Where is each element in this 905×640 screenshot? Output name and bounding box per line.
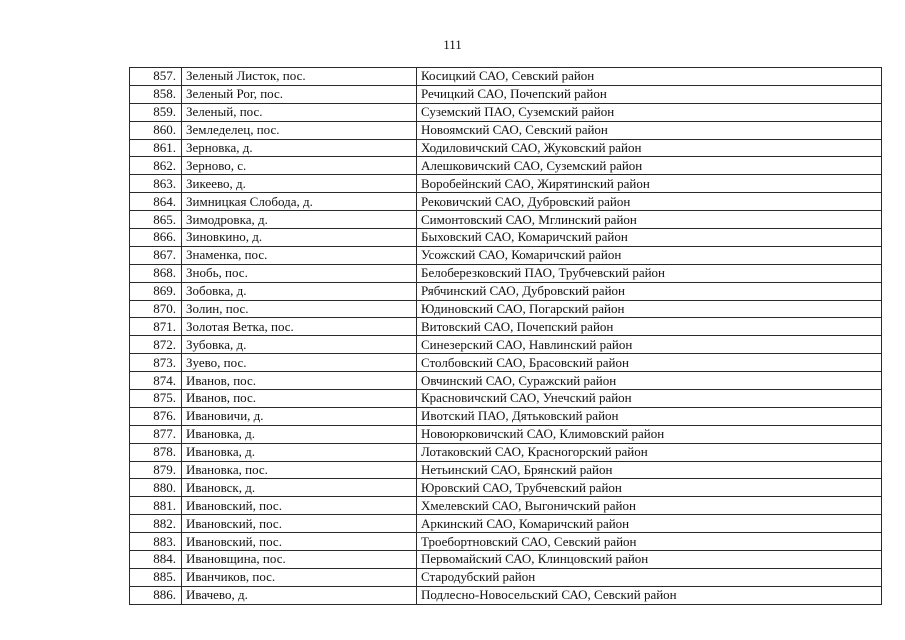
- district-cell: Воробейнский САО, Жирятинский район: [417, 175, 882, 193]
- district-cell: Троебортновский САО, Севский район: [417, 533, 882, 551]
- row-number-cell: 865.: [130, 211, 182, 229]
- settlement-name-cell: Иванов, пос.: [182, 390, 417, 408]
- row-number-cell: 861.: [130, 139, 182, 157]
- settlement-name-cell: Знобь, пос.: [182, 264, 417, 282]
- table-row: [130, 121, 882, 139]
- table-row: [130, 390, 882, 408]
- district-cell: Первомайский САО, Клинцовский район: [417, 551, 882, 569]
- row-number-cell: 877.: [130, 425, 182, 443]
- table-row: [130, 157, 882, 175]
- district-cell: Быховский САО, Комаричский район: [417, 229, 882, 247]
- table-row: [130, 425, 882, 443]
- table-row: [130, 479, 882, 497]
- district-cell: Юровский САО, Трубчевский район: [417, 479, 882, 497]
- row-number-cell: 881.: [130, 497, 182, 515]
- settlement-name-cell: Зимодровка, д.: [182, 211, 417, 229]
- table-row: [130, 497, 882, 515]
- table-row: [130, 229, 882, 247]
- settlement-name-cell: Зеленый Листок, пос.: [182, 68, 417, 86]
- table-row: [130, 193, 882, 211]
- district-cell: Новоямский САО, Севский район: [417, 121, 882, 139]
- district-cell: Подлесно-Новосельский САО, Севский район: [417, 586, 882, 604]
- settlement-name-cell: Зерновка, д.: [182, 139, 417, 157]
- settlement-name-cell: Ивановский, пос.: [182, 515, 417, 533]
- table-row: [130, 533, 882, 551]
- district-cell: Усожский САО, Комаричский район: [417, 246, 882, 264]
- settlement-name-cell: Знаменка, пос.: [182, 246, 417, 264]
- row-number-cell: 868.: [130, 264, 182, 282]
- row-number-cell: 882.: [130, 515, 182, 533]
- table-row: [130, 586, 882, 604]
- row-number-cell: 863.: [130, 175, 182, 193]
- row-number-cell: 860.: [130, 121, 182, 139]
- table-row: [130, 461, 882, 479]
- settlement-name-cell: Зимницкая Слобода, д.: [182, 193, 417, 211]
- row-number-cell: 871.: [130, 318, 182, 336]
- settlement-name-cell: Золин, пос.: [182, 300, 417, 318]
- row-number-cell: 873.: [130, 354, 182, 372]
- table-row: [130, 354, 882, 372]
- settlement-name-cell: Иванов, пос.: [182, 372, 417, 390]
- row-number-cell: 872.: [130, 336, 182, 354]
- district-cell: Симонтовский САО, Мглинский район: [417, 211, 882, 229]
- settlement-name-cell: Ивановщина, пос.: [182, 551, 417, 569]
- table-row: [130, 139, 882, 157]
- settlement-name-cell: Ивановка, д.: [182, 443, 417, 461]
- district-cell: Ивотский ПАО, Дятьковский район: [417, 407, 882, 425]
- settlement-name-cell: Зиновкино, д.: [182, 229, 417, 247]
- table-row: [130, 515, 882, 533]
- row-number-cell: 864.: [130, 193, 182, 211]
- settlement-name-cell: Зубовка, д.: [182, 336, 417, 354]
- settlement-name-cell: Иванчиков, пос.: [182, 568, 417, 586]
- settlements-table-body: [130, 68, 882, 605]
- settlement-name-cell: Зобовка, д.: [182, 282, 417, 300]
- row-number-cell: 866.: [130, 229, 182, 247]
- settlement-name-cell: Зерново, с.: [182, 157, 417, 175]
- district-cell: Речицкий САО, Почепский район: [417, 85, 882, 103]
- settlement-name-cell: Ивановск, д.: [182, 479, 417, 497]
- row-number-cell: 879.: [130, 461, 182, 479]
- row-number-cell: 875.: [130, 390, 182, 408]
- settlement-name-cell: Ивановский, пос.: [182, 533, 417, 551]
- table-row: [130, 300, 882, 318]
- district-cell: Хмелевский САО, Выгоничский район: [417, 497, 882, 515]
- district-cell: Красновичский САО, Унечский район: [417, 390, 882, 408]
- settlement-name-cell: Ивановка, пос.: [182, 461, 417, 479]
- page-number: 111: [443, 37, 462, 52]
- district-cell: Нетьинский САО, Брянский район: [417, 461, 882, 479]
- row-number-cell: 883.: [130, 533, 182, 551]
- district-cell: Юдиновский САО, Погарский район: [417, 300, 882, 318]
- row-number-cell: 886.: [130, 586, 182, 604]
- settlement-name-cell: Ивачево, д.: [182, 586, 417, 604]
- settlement-name-cell: Зуево, пос.: [182, 354, 417, 372]
- settlement-name-cell: Зикеево, д.: [182, 175, 417, 193]
- table-row: [130, 85, 882, 103]
- district-cell: Витовский САО, Почепский район: [417, 318, 882, 336]
- district-cell: Овчинский САО, Суражский район: [417, 372, 882, 390]
- table-row: [130, 568, 882, 586]
- row-number-cell: 874.: [130, 372, 182, 390]
- table-row: [130, 372, 882, 390]
- settlements-table: [129, 67, 882, 605]
- row-number-cell: 878.: [130, 443, 182, 461]
- table-row: [130, 175, 882, 193]
- district-cell: Синезерский САО, Навлинский район: [417, 336, 882, 354]
- district-cell: Лотаковский САО, Красногорский район: [417, 443, 882, 461]
- district-cell: Белоберезковский ПАО, Трубчевский район: [417, 264, 882, 282]
- table-row: [130, 551, 882, 569]
- district-cell: Суземский ПАО, Суземский район: [417, 103, 882, 121]
- district-cell: Алешковичский САО, Суземский район: [417, 157, 882, 175]
- row-number-cell: 876.: [130, 407, 182, 425]
- row-number-cell: 880.: [130, 479, 182, 497]
- row-number-cell: 862.: [130, 157, 182, 175]
- table-row: [130, 282, 882, 300]
- table-row: [130, 211, 882, 229]
- table-row: [130, 318, 882, 336]
- settlement-name-cell: Зеленый Рог, пос.: [182, 85, 417, 103]
- row-number-cell: 884.: [130, 551, 182, 569]
- table-row: [130, 246, 882, 264]
- district-cell: Новоюрковичский САО, Климовский район: [417, 425, 882, 443]
- row-number-cell: 869.: [130, 282, 182, 300]
- settlement-name-cell: Ивановка, д.: [182, 425, 417, 443]
- row-number-cell: 870.: [130, 300, 182, 318]
- row-number-cell: 867.: [130, 246, 182, 264]
- district-cell: Стародубский район: [417, 568, 882, 586]
- table-row: [130, 103, 882, 121]
- settlement-name-cell: Ивановский, пос.: [182, 497, 417, 515]
- district-cell: Рябчинский САО, Дубровский район: [417, 282, 882, 300]
- district-cell: Столбовский САО, Брасовский район: [417, 354, 882, 372]
- table-row: [130, 443, 882, 461]
- district-cell: Рековичский САО, Дубровский район: [417, 193, 882, 211]
- table-row: [130, 336, 882, 354]
- settlement-name-cell: Ивановичи, д.: [182, 407, 417, 425]
- district-cell: Косицкий САО, Севский район: [417, 68, 882, 86]
- table-row: [130, 407, 882, 425]
- row-number-cell: 859.: [130, 103, 182, 121]
- row-number-cell: 857.: [130, 68, 182, 86]
- row-number-cell: 885.: [130, 568, 182, 586]
- row-number-cell: 858.: [130, 85, 182, 103]
- district-cell: Аркинский САО, Комаричский район: [417, 515, 882, 533]
- settlement-name-cell: Зеленый, пос.: [182, 103, 417, 121]
- settlement-name-cell: Золотая Ветка, пос.: [182, 318, 417, 336]
- settlement-name-cell: Земледелец, пос.: [182, 121, 417, 139]
- district-cell: Ходиловичский САО, Жуковский район: [417, 139, 882, 157]
- table-row: [130, 264, 882, 282]
- table-row: [130, 68, 882, 86]
